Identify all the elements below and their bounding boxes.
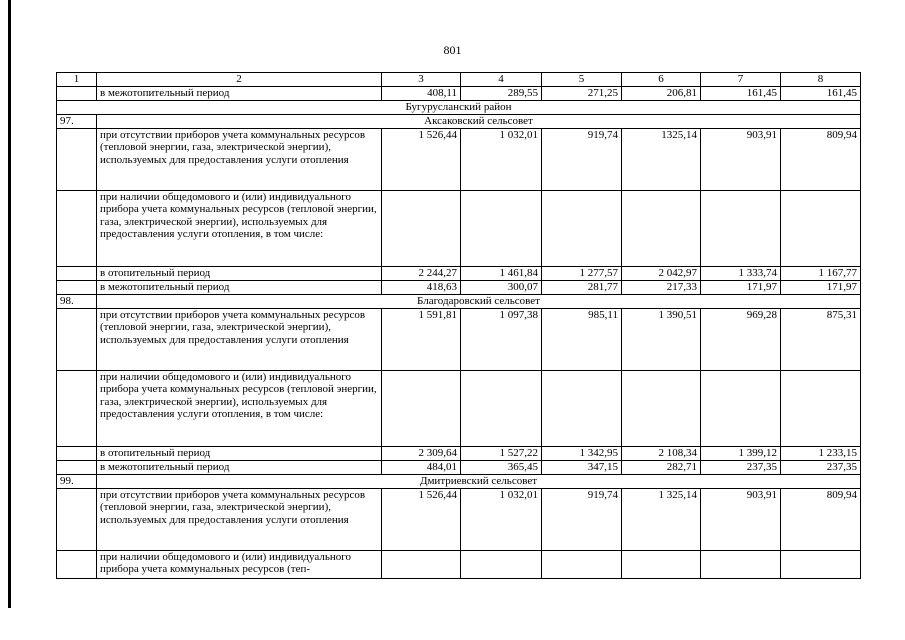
- district-row: [57, 101, 861, 115]
- value-cell: 1 097,38: [461, 309, 542, 371]
- table-body: [57, 73, 861, 579]
- value-cell: 1 399,12: [701, 447, 781, 461]
- number-cell: [57, 461, 97, 475]
- value-cell: 271,25: [542, 87, 622, 101]
- section-name: Благодаровский сельсовет: [97, 295, 861, 309]
- row-label: при отсутствии приборов учета коммунальных ресурсов (тепловой энергии, газа, электрической энергии), используемых для предоставления услуги отопления: [97, 309, 382, 371]
- section-number: 97.: [57, 115, 97, 129]
- value-cell: 2 042,97: [622, 267, 701, 281]
- empty-cell: [542, 371, 622, 447]
- value-cell: 809,94: [781, 489, 861, 551]
- table-row: [57, 461, 861, 475]
- column-header: 5: [542, 73, 622, 87]
- row-label: в межотопительный период: [97, 461, 382, 475]
- value-cell: 1 461,84: [461, 267, 542, 281]
- value-cell: 903,91: [701, 129, 781, 191]
- value-cell: 1 277,57: [542, 267, 622, 281]
- table-row: [57, 309, 861, 371]
- value-cell: 347,15: [542, 461, 622, 475]
- table-row: [57, 281, 861, 295]
- empty-cell: [622, 551, 701, 579]
- number-cell: [57, 87, 97, 101]
- table-row: [57, 129, 861, 191]
- value-cell: 1 325,14: [622, 489, 701, 551]
- column-header: 8: [781, 73, 861, 87]
- empty-cell: [382, 191, 461, 267]
- column-header: 6: [622, 73, 701, 87]
- empty-cell: [622, 371, 701, 447]
- tariff-table: [56, 72, 861, 579]
- table-row: [57, 371, 861, 447]
- empty-cell: [781, 551, 861, 579]
- value-cell: 2 309,64: [382, 447, 461, 461]
- value-cell: 237,35: [701, 461, 781, 475]
- number-cell: [57, 551, 97, 579]
- empty-cell: [701, 191, 781, 267]
- value-cell: 1 333,74: [701, 267, 781, 281]
- value-cell: 903,91: [701, 489, 781, 551]
- row-label: в отопительный период: [97, 267, 382, 281]
- page-number: 801: [443, 43, 462, 57]
- value-cell: 408,11: [382, 87, 461, 101]
- row-label: при наличии общедомового и (или) индивидуального прибора учета коммунальных ресурсов (тепловой энергии, газа, электрической энергии), используемых для предоставления услуги отопления, в том числе:: [97, 371, 382, 447]
- value-cell: 1 390,51: [622, 309, 701, 371]
- column-header: 4: [461, 73, 542, 87]
- empty-cell: [382, 551, 461, 579]
- value-cell: 418,63: [382, 281, 461, 295]
- value-cell: 2 108,34: [622, 447, 701, 461]
- row-label: при наличии общедомового и (или) индивидуального прибора учета коммунальных ресурсов (тепловой энергии, газа, электрической энергии), используемых для предоставления услуги отопления, в том числе:: [97, 191, 382, 267]
- value-cell: 985,11: [542, 309, 622, 371]
- row-label: при отсутствии приборов учета коммунальных ресурсов (тепловой энергии, газа, электрической энергии), используемых для предоставления услуги отопления: [97, 129, 382, 191]
- number-cell: [57, 191, 97, 267]
- value-cell: 969,28: [701, 309, 781, 371]
- row-label: при отсутствии приборов учета коммунальных ресурсов (тепловой энергии, газа, электрической энергии), используемых для предоставления услуги отопления: [97, 489, 382, 551]
- value-cell: 1 032,01: [461, 129, 542, 191]
- number-cell: [57, 281, 97, 295]
- empty-cell: [622, 191, 701, 267]
- section-name: Дмитриевский сельсовет: [97, 475, 861, 489]
- empty-cell: [382, 371, 461, 447]
- empty-cell: [701, 551, 781, 579]
- value-cell: 365,45: [461, 461, 542, 475]
- district-name: Бугурусланский район: [57, 101, 861, 115]
- value-cell: 1 526,44: [382, 489, 461, 551]
- empty-cell: [542, 191, 622, 267]
- number-cell: [57, 129, 97, 191]
- number-cell: [57, 267, 97, 281]
- number-cell: [57, 447, 97, 461]
- section-row: [57, 115, 861, 129]
- value-cell: 919,74: [542, 489, 622, 551]
- section-name: Аксаковский сельсовет: [97, 115, 861, 129]
- table-row: [57, 191, 861, 267]
- empty-cell: [461, 371, 542, 447]
- value-cell: 809,94: [781, 129, 861, 191]
- value-cell: 1 527,22: [461, 447, 542, 461]
- value-cell: 289,55: [461, 87, 542, 101]
- column-header: 3: [382, 73, 461, 87]
- row-label: в межотопительный период: [97, 87, 382, 101]
- value-cell: 1 167,77: [781, 267, 861, 281]
- section-row: [57, 475, 861, 489]
- value-cell: 1 591,81: [382, 309, 461, 371]
- number-cell: [57, 371, 97, 447]
- table-row: [57, 87, 861, 101]
- value-cell: 1325,14: [622, 129, 701, 191]
- section-row: [57, 295, 861, 309]
- empty-cell: [701, 371, 781, 447]
- section-number: 98.: [57, 295, 97, 309]
- value-cell: 217,33: [622, 281, 701, 295]
- value-cell: 161,45: [781, 87, 861, 101]
- column-header: 7: [701, 73, 781, 87]
- empty-cell: [542, 551, 622, 579]
- header-row: [57, 73, 861, 87]
- empty-cell: [461, 551, 542, 579]
- empty-cell: [781, 191, 861, 267]
- section-number: 99.: [57, 475, 97, 489]
- table-row: [57, 447, 861, 461]
- value-cell: 875,31: [781, 309, 861, 371]
- table-row: [57, 267, 861, 281]
- row-label: при наличии общедомового и (или) индивидуального прибора учета коммунальных ресурсов (теп-: [97, 551, 382, 579]
- column-header: 1: [57, 73, 97, 87]
- table-row: [57, 489, 861, 551]
- value-cell: 237,35: [781, 461, 861, 475]
- row-label: в отопительный период: [97, 447, 382, 461]
- value-cell: 1 342,95: [542, 447, 622, 461]
- value-cell: 171,97: [701, 281, 781, 295]
- number-cell: [57, 489, 97, 551]
- value-cell: 2 244,27: [382, 267, 461, 281]
- column-header: 2: [97, 73, 382, 87]
- empty-cell: [781, 371, 861, 447]
- value-cell: 300,07: [461, 281, 542, 295]
- number-cell: [57, 309, 97, 371]
- value-cell: 1 032,01: [461, 489, 542, 551]
- value-cell: 161,45: [701, 87, 781, 101]
- value-cell: 1 233,15: [781, 447, 861, 461]
- scan-margin-bar: [8, 0, 11, 608]
- table-row: [57, 551, 861, 579]
- value-cell: 171,97: [781, 281, 861, 295]
- value-cell: 484,01: [382, 461, 461, 475]
- value-cell: 206,81: [622, 87, 701, 101]
- value-cell: 919,74: [542, 129, 622, 191]
- empty-cell: [461, 191, 542, 267]
- value-cell: 281,77: [542, 281, 622, 295]
- value-cell: 1 526,44: [382, 129, 461, 191]
- row-label: в межотопительный период: [97, 281, 382, 295]
- value-cell: 282,71: [622, 461, 701, 475]
